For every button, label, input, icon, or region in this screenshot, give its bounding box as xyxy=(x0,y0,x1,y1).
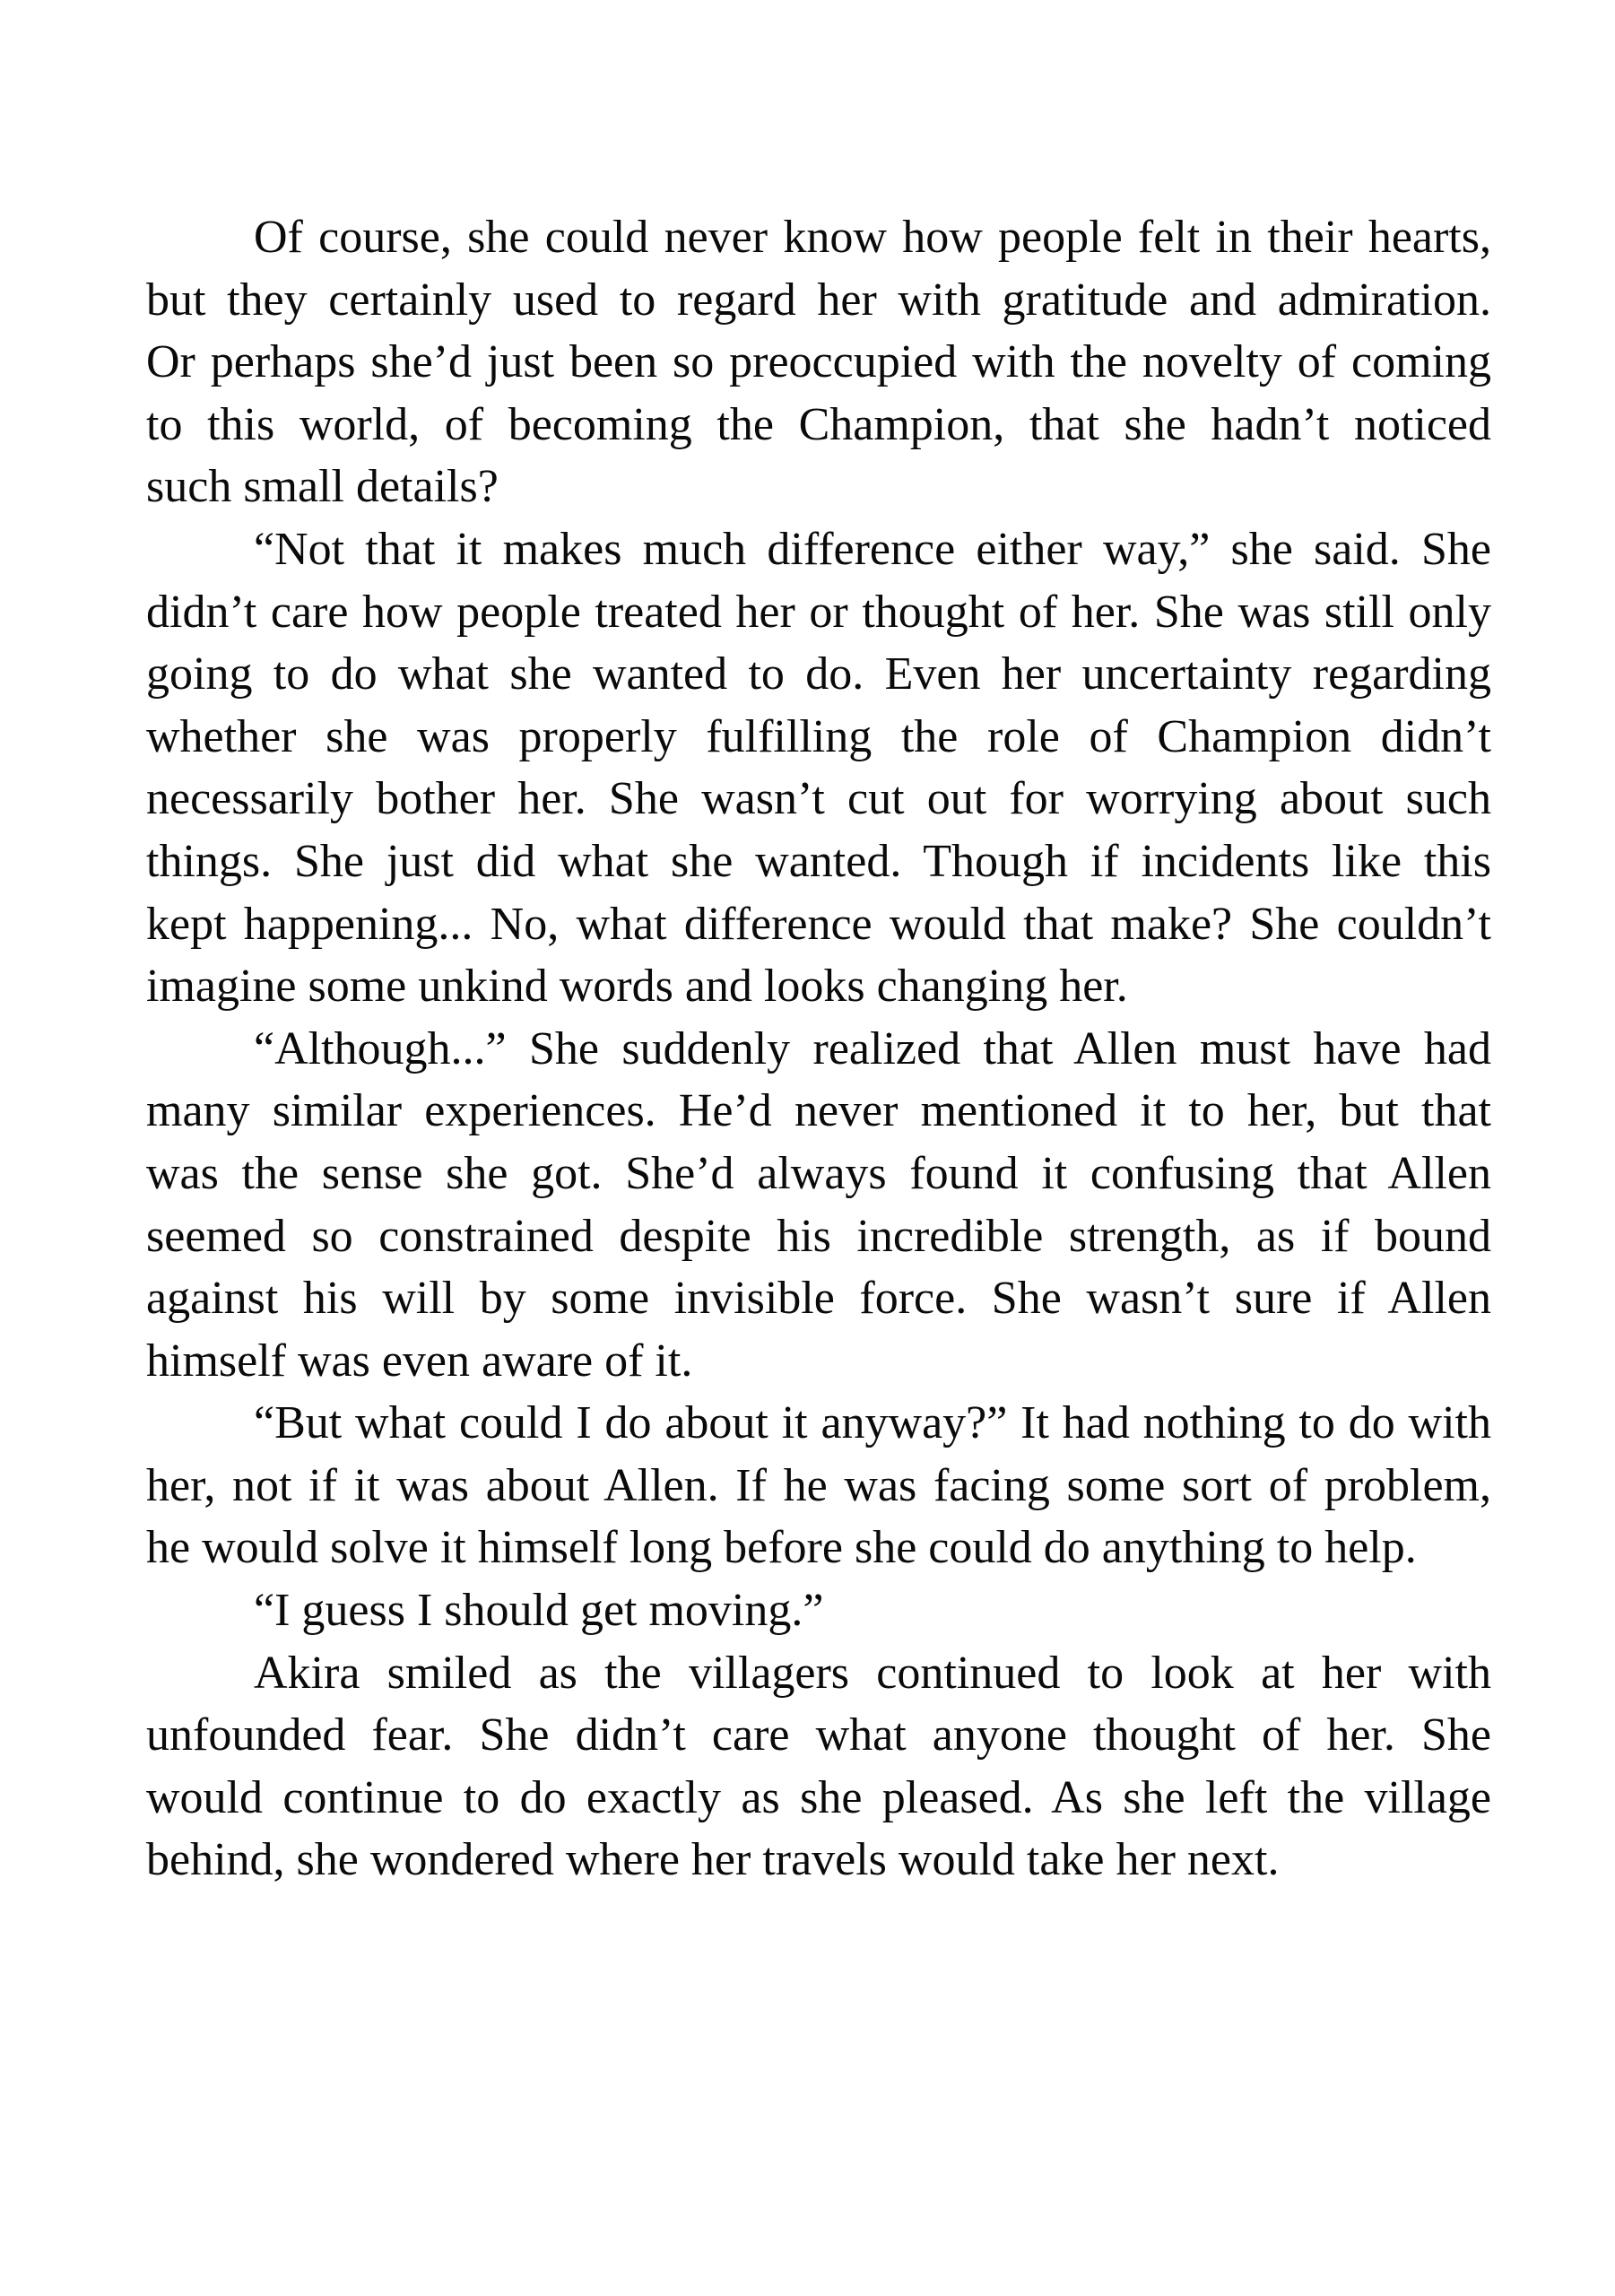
text-line: Of course, she could never know how people felt in their hearts, xyxy=(254,212,1491,263)
text-line: whether she was properly fulfilling the role of Champion didn’t xyxy=(146,710,1491,762)
paragraph xyxy=(146,1642,1491,1892)
text-line: “I guess I should get moving.” xyxy=(254,1585,824,1637)
text-line: was the sense she got. She’d always found it confusing that Allen xyxy=(146,1147,1491,1199)
text-line: seemed so constrained despite his incredible strength, as if bound xyxy=(146,1210,1491,1262)
text-line: “Although...” She suddenly realized that Allen must have had xyxy=(254,1022,1491,1074)
text-line: such small details? xyxy=(146,461,499,513)
paragraph xyxy=(146,1579,1491,1642)
text-line: Akira smiled as the villagers continued to look at her with xyxy=(254,1647,1491,1699)
paragraph xyxy=(146,518,1491,1018)
text-line: imagine some unkind words and looks changing her. xyxy=(146,961,1128,1013)
text-line: behind, she wondered where her travels would take her next. xyxy=(146,1834,1280,1886)
paragraph xyxy=(146,206,1491,518)
paragraph xyxy=(146,1392,1491,1579)
text-line: “Not that it makes much difference either way,” she said. She xyxy=(254,523,1491,575)
text-line: Or perhaps she’d just been so preoccupied with the novelty of coming xyxy=(146,336,1491,388)
text-line: many similar experiences. He’d never mentioned it to her, but that xyxy=(146,1085,1491,1137)
text-line: “But what could I do about it anyway?” It had nothing to do with xyxy=(254,1397,1491,1449)
paragraph xyxy=(146,1018,1491,1393)
text-line: against his will by some invisible force. She wasn’t sure if Allen xyxy=(146,1273,1491,1325)
text-line: would continue to do exactly as she pleased. As she left the village xyxy=(146,1771,1491,1823)
text-line: but they certainly used to regard her with gratitude and admiration. xyxy=(146,274,1491,326)
text-line: kept happening... No, what difference would that make? She couldn’t xyxy=(146,898,1491,950)
text-line: he would solve it himself long before she could do anything to help. xyxy=(146,1522,1417,1574)
text-line: unfounded fear. She didn’t care what anyone thought of her. She xyxy=(146,1709,1491,1761)
text-line: necessarily bother her. She wasn’t cut out for worrying about such xyxy=(146,773,1491,825)
text-line: to this world, of becoming the Champion, that she hadn’t noticed xyxy=(146,398,1491,450)
text-line: her, not if it was about Allen. If he was facing some sort of problem, xyxy=(146,1459,1491,1511)
text-line: things. She just did what she wanted. Though if incidents like this xyxy=(146,835,1491,887)
text-line: didn’t care how people treated her or thought of her. She was still only xyxy=(146,586,1491,638)
text-line: himself was even aware of it. xyxy=(146,1335,693,1387)
text-line: going to do what she wanted to do. Even her uncertainty regarding xyxy=(146,648,1491,700)
